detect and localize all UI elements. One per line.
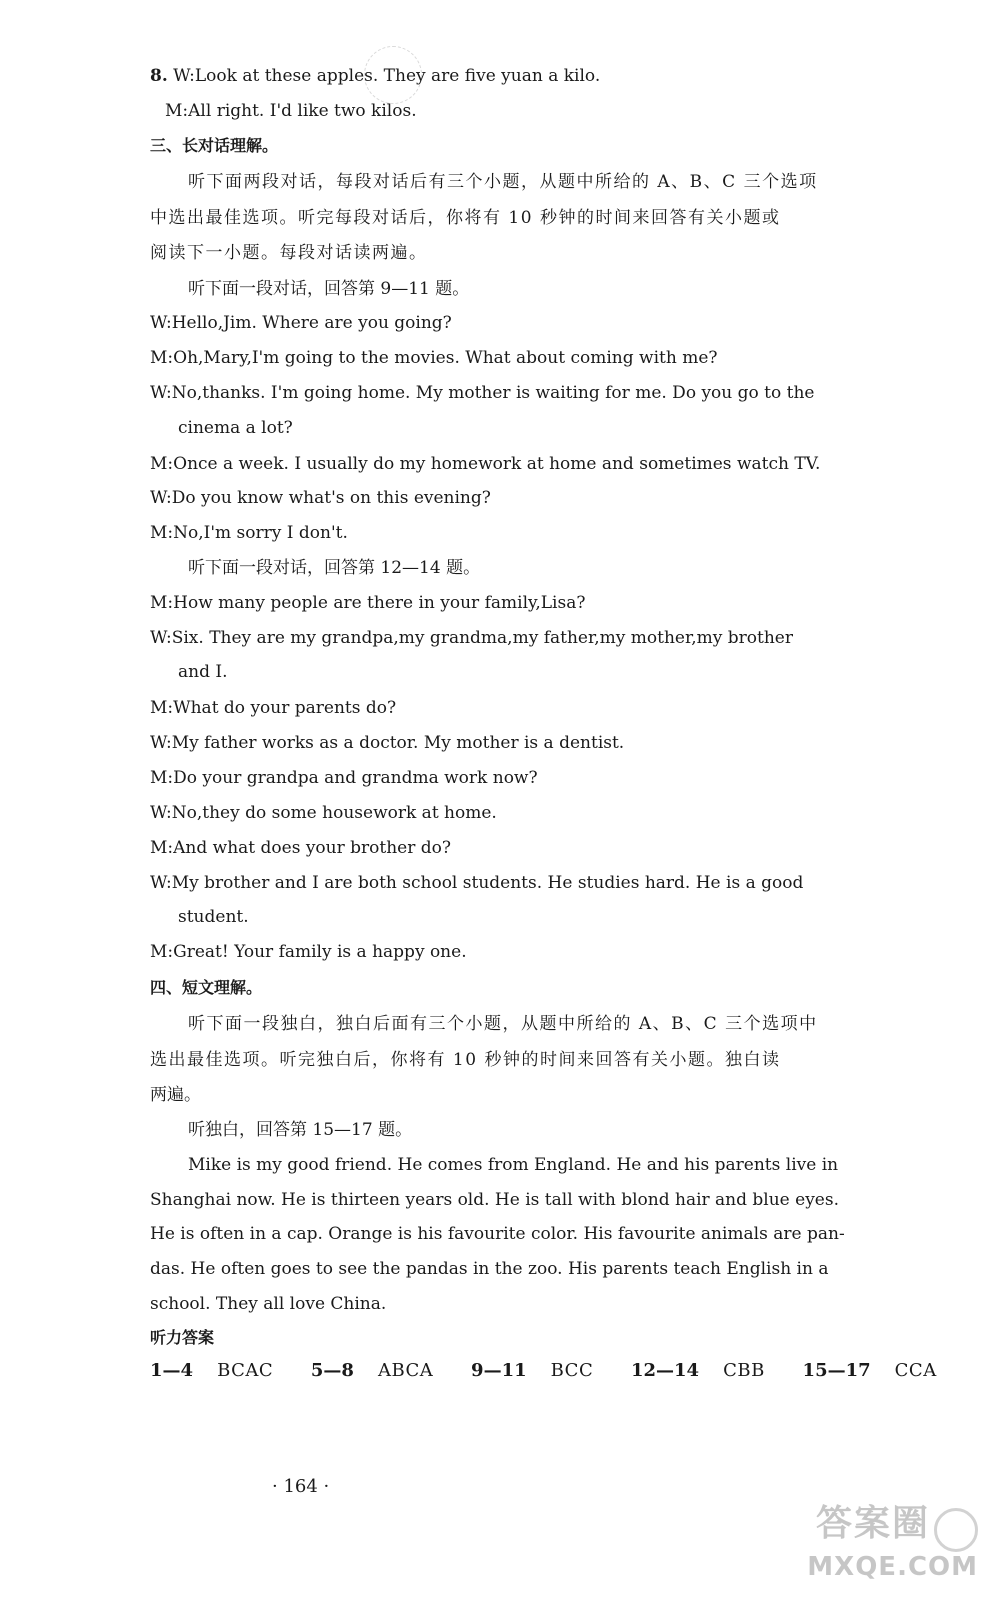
dialogue-line: W:My brother and I are both school students. He studies hard. He is a good xyxy=(150,873,804,893)
answer-value: BCC xyxy=(550,1360,594,1381)
answer-range: 15—17 xyxy=(802,1360,871,1381)
dialogue-line: M:No,I'm sorry I don't. xyxy=(150,523,348,543)
dialogue-line: M:What do your parents do? xyxy=(150,698,397,718)
dialogue-1-intro: 听下面一段对话，回答第 9—11 题。 xyxy=(188,279,470,299)
dialogue-line: M:Oh,Mary,I'm going to the movies. What about coming with me? xyxy=(150,348,718,368)
section-4-heading: 四、短文理解。 xyxy=(150,978,263,997)
dialogue-line: M:How many people are there in your family,Lisa? xyxy=(150,593,586,613)
page-number: · 164 · xyxy=(272,1476,330,1497)
dialogue-line: W:No,thanks. I'm going home. My mother is waiting for me. Do you go to the xyxy=(150,383,815,403)
instruction-line: 听下面一段独白，独白后面有三个小题，从题中所给的 A、B、C 三个选项中 xyxy=(188,1014,818,1034)
dialogue-line-cont: cinema a lot? xyxy=(178,418,293,438)
monologue-line: das. He often goes to see the pandas in the zoo. His parents teach English in a xyxy=(150,1259,829,1279)
section-3-heading: 三、长对话理解。 xyxy=(150,136,279,155)
answer-key-row xyxy=(150,1360,969,1381)
instruction-line: 听下面两段对话，每段对话后有三个小题，从题中所给的 A、B、C 三个选项 xyxy=(188,172,818,192)
watermark-logo-icon xyxy=(934,1508,978,1552)
dialogue-line: W:Six. They are my grandpa,my grandma,my father,my mother,my brother xyxy=(150,628,793,648)
instruction-line: 选出最佳选项。听完独白后，你将有 10 秒钟的时间来回答有关小题。独白读 xyxy=(150,1050,781,1070)
watermark xyxy=(807,1495,978,1583)
monologue-line: He is often in a cap. Orange is his favourite color. His favourite animals are pan- xyxy=(150,1224,845,1244)
answer-range: 5—8 xyxy=(310,1360,354,1381)
dialogue-line: M:All right. I'd like two kilos. xyxy=(165,101,417,121)
answer-value: BCAC xyxy=(217,1360,274,1381)
answer-range: 12—14 xyxy=(630,1360,700,1381)
dialogue-line: M:And what does your brother do? xyxy=(150,838,451,858)
dialogue-line: W:Hello,Jim. Where are you going? xyxy=(150,313,452,333)
dialogue-line-cont: and I. xyxy=(178,662,228,682)
instruction-line: 阅读下一小题。每段对话读两遍。 xyxy=(150,243,428,263)
monologue-line: Mike is my good friend. He comes from England. He and his parents live in xyxy=(188,1155,839,1175)
watermark-brand: 答案圈 xyxy=(807,1495,978,1553)
instruction-line: 两遍。 xyxy=(150,1085,201,1105)
dialogue-line: W:Do you know what's on this evening? xyxy=(150,488,491,508)
dialogue-2-intro: 听下面一段对话，回答第 12—14 题。 xyxy=(188,558,481,578)
dialogue-line-8: 8. W:Look at these apples. They are five yuan a kilo. xyxy=(150,66,601,86)
answer-key-heading: 听力答案 xyxy=(150,1328,215,1347)
answer-value: CBB xyxy=(723,1360,765,1381)
instruction-line: 中选出最佳选项。听完每段对话后，你将有 10 秒钟的时间来回答有关小题或 xyxy=(150,208,781,228)
dialogue-line: M:Once a week. I usually do my homework at home and sometimes watch TV. xyxy=(150,454,821,474)
dialogue-line: W:No,they do some housework at home. xyxy=(150,803,497,823)
answer-range: 1—4 xyxy=(150,1360,194,1381)
monologue-intro: 听独白，回答第 15—17 题。 xyxy=(188,1120,413,1140)
answer-range: 9—11 xyxy=(471,1360,527,1381)
dialogue-line: M:Great! Your family is a happy one. xyxy=(150,942,467,962)
monologue-line: Shanghai now. He is thirteen years old. He is tall with blond hair and blue eyes. xyxy=(150,1190,839,1210)
question-number: 8. xyxy=(150,66,168,86)
dialogue-line: M:Do your grandpa and grandma work now? xyxy=(150,768,538,788)
monologue-line: school. They all love China. xyxy=(150,1294,387,1314)
answer-value: ABCA xyxy=(377,1360,434,1381)
dialogue-line: W:My father works as a doctor. My mother is a dentist. xyxy=(150,733,625,753)
answer-value: CCA xyxy=(894,1360,937,1381)
watermark-url: MXQE.COM xyxy=(807,1552,978,1582)
dialogue-line-cont: student. xyxy=(178,907,249,927)
